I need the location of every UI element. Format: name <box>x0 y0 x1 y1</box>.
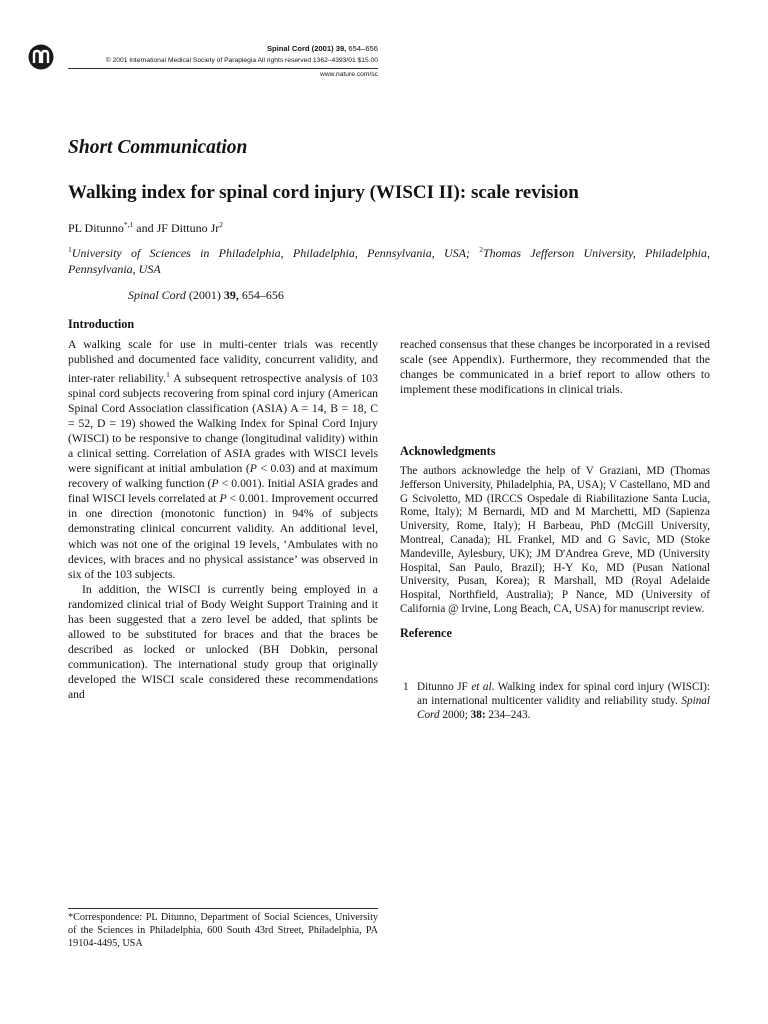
affil-2-sup: 2 <box>479 245 483 254</box>
reference-number: 1 <box>403 681 409 693</box>
intro-p1-p-symbol: P <box>219 492 227 506</box>
header-rule <box>68 68 378 69</box>
intro-p1-text-e: < 0.001. Improvement occurred in one direction (monotonic function) in 94% of subjects demonstrating clinical concurrent validity. An additional level, which was not one of the original 19 levels, ‘Ambulates with no devices, with braces and no physical assistance’ was observed in six of the 103 subjects. <box>68 492 378 581</box>
copyright-line: © 2001 International Medical Society of Paraplegia All rights reserved 1362–4393/01 $15.00 <box>105 57 378 64</box>
journal-name: Spinal Cord (2001) 39, <box>266 44 347 53</box>
reference-text <box>417 681 710 722</box>
article-type: Short Communication <box>68 137 248 158</box>
acknowledgments-body: The authors acknowledge the help of V Graziani, MD (Thomas Jefferson University, Philadelphia, PA, USA); V Castellano, MD and G Scivoletto, MD (IRCCS Ospedale di Riabilitazione Santa Lucia, Rome, Italy); M Bernardi, MD and M Marchetti, MD (Sapienza University, Rome, Italy); H Barbeau, PhD (McGill University, Montreal, Canada); HL Frankel, MD and G Savic, MD (Stoke Mandeville, Aylesbury, UK); JM D'Andrea Greve, MD (University Hospital, San Paulo, Brazil); H-Y Ko, MD (Pusan National University, Pusan, Korea); R Marshall, MD (Royal Adelaide Hospital, Northfield, Australia); P Nance, MD (University of California @ Irvine, Long Beach, CA, USA) for manuscript review. <box>400 465 710 615</box>
introduction-body <box>68 337 378 702</box>
intro-p1-p-symbol: P <box>211 477 219 491</box>
reference-authors: Ditunno JF <box>417 681 472 693</box>
citation-year: (2001) <box>188 288 221 302</box>
affiliations <box>68 242 710 277</box>
footnote-rule <box>68 908 378 909</box>
intro-paragraph-1 <box>68 337 378 582</box>
author-1: PL Ditunno <box>68 221 124 235</box>
author-line <box>68 220 223 236</box>
citation-volume: 39, <box>223 288 239 302</box>
journal-pages: 654–656 <box>348 44 378 53</box>
correspondence-footnote: *Correspondence: PL Ditunno, Department of Social Sciences, University of the Sciences in Philadelphia, 600 South 43rd Street, Philadelphia, PA 19104-4495, USA <box>68 912 378 949</box>
intro-paragraph-2: In addition, the WISCI is currently being employed in a randomized clinical trial of Body Weight Support Training and it has been suggested that a zero level be added, that splints be allowed to be substituted for braces and that the braces be described as locked or unlocked (BH Dobkin, personal communication). The international study group that originally developed the WISCI scale considered these recommendations and <box>68 582 378 701</box>
intro-paragraph-2-continued: reached consensus that these changes be incorporated in a revised scale (see Appendix). Furthermore, they recommended that the changes be communicated in a brief report to allow others to implement these modifications in clinical trials. <box>400 338 710 397</box>
journal-header <box>120 44 378 53</box>
reference-title: . Walking index for spinal cord injury (WISCI): an international multicenter validity and reliability study. <box>417 681 711 707</box>
intro-p1-ref-sup: 1 <box>166 370 170 380</box>
author-2-sup: 2 <box>219 220 224 229</box>
reference-year: 2000; <box>439 708 471 721</box>
introduction-continued <box>400 337 710 397</box>
reference-pages: 234–243. <box>485 708 531 721</box>
journal-url: www.nature.com/sc <box>320 71 378 78</box>
reference-journal: Spinal Cord <box>417 694 710 721</box>
author-2: and JF Dittuno Jr <box>136 221 220 235</box>
article-title: Walking index for spinal cord injury (WISCI II): scale revision <box>68 182 579 203</box>
publisher-logo-icon <box>28 44 54 70</box>
affil-1-sup: 1 <box>68 245 72 254</box>
introduction-heading: Introduction <box>68 317 135 331</box>
reference-heading: Reference <box>400 626 452 640</box>
intro-p1-p-symbol: P <box>249 462 257 476</box>
reference-volume: 38: <box>470 708 486 721</box>
intro-p1-text-b: A subsequent retrospective analysis of 103 spinal cord subjects recovering from spinal cord injury (American Spinal Cord Association classification (ASIA) A = 14, B = 18, C = 52, D = 19) showed the Walking Index for Spinal Cord Injury (WISCI) to be responsive to change (longitudinal validity) within a clinical setting. Correlation of ASIA grades with WISCI levels were significant at initial ambulation ( <box>68 371 378 476</box>
acknowledgments-heading: Acknowledgments <box>400 444 496 458</box>
intro-p1-text-a: A walking scale for use in multi-center trials was recently published and documented face validity, concurrent validity, and inter-rater reliability. <box>68 338 378 385</box>
reference-item <box>400 681 710 722</box>
author-1-sup: *,1 <box>123 220 134 229</box>
intro-p1-text-c: < 0.03) and at maximum recovery of walking function ( <box>68 462 378 491</box>
intro-p1-text-d: < 0.001). Initial ASIA grades and final WISCI levels correlated at <box>68 477 378 506</box>
citation-line <box>128 288 284 303</box>
citation-pages: 654–656 <box>241 288 284 302</box>
reference-etal: et al <box>471 681 492 693</box>
affil-2: Thomas Jefferson University, Philadelphia, Pennsylvania, USA <box>68 246 711 276</box>
citation-journal: Spinal Cord <box>128 288 186 302</box>
affil-1: University of Sciences in Philadelphia, Philadelphia, Pennsylvania, USA; <box>71 246 470 260</box>
